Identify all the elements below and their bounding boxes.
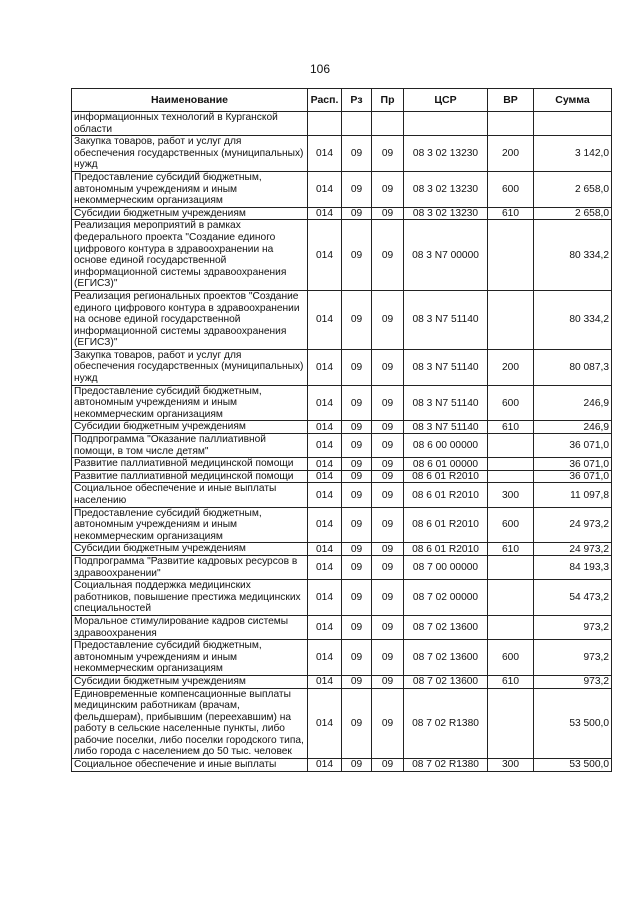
cell-vr: [488, 458, 534, 471]
table-body: [72, 112, 612, 772]
cell-sum: 80 087,3: [534, 349, 612, 385]
cell-name: Развитие паллиативной медицинской помощи: [72, 458, 308, 471]
cell-name: Предоставление субсидий бюджетным, автономным учреждениям и иным некоммерческим организациям: [72, 640, 308, 676]
table-row: [72, 421, 612, 434]
cell-rz: 09: [342, 483, 372, 507]
cell-csr: 08 7 02 R1380: [404, 688, 488, 759]
table-row: [72, 675, 612, 688]
cell-sum: 24 973,2: [534, 543, 612, 556]
table-row: [72, 688, 612, 759]
cell-csr: 08 7 02 R1380: [404, 759, 488, 772]
cell-name: Реализация региональных проектов "Создание единого цифрового контура в здравоохранении на основе единой государственной информационной системы здравоохранения (ЕГИСЗ)": [72, 290, 308, 349]
cell-vr: 200: [488, 349, 534, 385]
cell-csr: 08 6 01 R2010: [404, 483, 488, 507]
cell-vr: 600: [488, 507, 534, 543]
cell-vr: 600: [488, 385, 534, 421]
cell-rz: [342, 112, 372, 136]
cell-sum: 53 500,0: [534, 688, 612, 759]
cell-vr: 300: [488, 483, 534, 507]
cell-csr: 08 3 N7 51140: [404, 290, 488, 349]
cell-rasp: 014: [308, 507, 342, 543]
cell-vr: [488, 434, 534, 458]
cell-sum: 11 097,8: [534, 483, 612, 507]
cell-sum: 80 334,2: [534, 220, 612, 291]
cell-rz: 09: [342, 458, 372, 471]
header-csr: ЦСР: [404, 89, 488, 112]
cell-rasp: 014: [308, 136, 342, 172]
cell-csr: 08 6 01 R2010: [404, 543, 488, 556]
cell-vr: [488, 615, 534, 639]
cell-rasp: 014: [308, 759, 342, 772]
cell-rz: 09: [342, 507, 372, 543]
header-sum: Сумма: [534, 89, 612, 112]
cell-name: Субсидии бюджетным учреждениям: [72, 675, 308, 688]
cell-pr: 09: [372, 136, 404, 172]
cell-csr: 08 3 02 13230: [404, 207, 488, 220]
cell-rz: 09: [342, 543, 372, 556]
cell-pr: 09: [372, 290, 404, 349]
table-row: [72, 507, 612, 543]
cell-pr: 09: [372, 759, 404, 772]
cell-rasp: 014: [308, 555, 342, 579]
table-row: [72, 220, 612, 291]
cell-sum: 3 142,0: [534, 136, 612, 172]
table-row: [72, 759, 612, 772]
cell-sum: 24 973,2: [534, 507, 612, 543]
cell-name: Социальное обеспечение и иные выплаты населению: [72, 483, 308, 507]
cell-csr: 08 3 N7 51140: [404, 421, 488, 434]
cell-vr: 610: [488, 543, 534, 556]
cell-pr: 09: [372, 580, 404, 616]
table-row: [72, 349, 612, 385]
cell-rasp: 014: [308, 615, 342, 639]
table-row: [72, 207, 612, 220]
cell-pr: 09: [372, 675, 404, 688]
cell-pr: 09: [372, 483, 404, 507]
cell-rasp: 014: [308, 580, 342, 616]
cell-pr: 09: [372, 458, 404, 471]
cell-name: Субсидии бюджетным учреждениям: [72, 207, 308, 220]
cell-csr: [404, 112, 488, 136]
table-row: [72, 555, 612, 579]
cell-rasp: 014: [308, 675, 342, 688]
table-row: [72, 136, 612, 172]
cell-vr: 610: [488, 421, 534, 434]
cell-rz: 09: [342, 555, 372, 579]
cell-name: Социальная поддержка медицинских работников, повышение престижа медицинских специальностей: [72, 580, 308, 616]
cell-rasp: 014: [308, 688, 342, 759]
cell-rasp: 014: [308, 543, 342, 556]
header-vr: ВР: [488, 89, 534, 112]
cell-pr: 09: [372, 555, 404, 579]
cell-sum: 973,2: [534, 615, 612, 639]
page-number: 106: [309, 62, 331, 76]
cell-sum: 54 473,2: [534, 580, 612, 616]
cell-csr: 08 3 02 13230: [404, 171, 488, 207]
table-row: [72, 434, 612, 458]
cell-rz: 09: [342, 580, 372, 616]
cell-sum: 2 658,0: [534, 171, 612, 207]
cell-rasp: 014: [308, 207, 342, 220]
cell-name: Предоставление субсидий бюджетным, автономным учреждениям и иным некоммерческим организациям: [72, 507, 308, 543]
cell-csr: 08 7 02 00000: [404, 580, 488, 616]
cell-vr: [488, 580, 534, 616]
cell-sum: 53 500,0: [534, 759, 612, 772]
cell-pr: 09: [372, 207, 404, 220]
cell-rz: 09: [342, 615, 372, 639]
cell-csr: 08 3 N7 00000: [404, 220, 488, 291]
cell-name: Развитие паллиативной медицинской помощи: [72, 470, 308, 483]
cell-pr: 09: [372, 543, 404, 556]
cell-vr: 610: [488, 207, 534, 220]
cell-pr: 09: [372, 434, 404, 458]
cell-pr: 09: [372, 615, 404, 639]
cell-sum: 973,2: [534, 675, 612, 688]
cell-pr: [372, 112, 404, 136]
cell-rz: 09: [342, 470, 372, 483]
cell-rz: 09: [342, 640, 372, 676]
cell-rasp: 014: [308, 349, 342, 385]
table-row: [72, 543, 612, 556]
cell-name: Подпрограмма "Развитие кадровых ресурсов в здравоохранении": [72, 555, 308, 579]
cell-vr: [488, 220, 534, 291]
cell-rasp: 014: [308, 421, 342, 434]
cell-sum: 36 071,0: [534, 470, 612, 483]
cell-pr: 09: [372, 640, 404, 676]
cell-rz: 09: [342, 207, 372, 220]
header-rz: Рз: [342, 89, 372, 112]
cell-csr: 08 6 01 R2010: [404, 470, 488, 483]
table-row: [72, 615, 612, 639]
cell-name: Единовременные компенсационные выплаты медицинским работникам (врачам, фельдшерам), прибывшим (переехавшим) на работу в сельские населенные пункты, либо рабочие поселки, либо поселки городского типа, либо города с населением до 50 тыс. человек: [72, 688, 308, 759]
cell-pr: 09: [372, 385, 404, 421]
cell-sum: 36 071,0: [534, 458, 612, 471]
cell-vr: [488, 555, 534, 579]
cell-vr: 200: [488, 136, 534, 172]
cell-rz: 09: [342, 349, 372, 385]
cell-csr: 08 7 00 00000: [404, 555, 488, 579]
table-row: [72, 385, 612, 421]
table-row: [72, 640, 612, 676]
cell-rasp: 014: [308, 171, 342, 207]
header-name: Наименование: [72, 89, 308, 112]
table-row: [72, 483, 612, 507]
cell-name: Реализация мероприятий в рамках федерального проекта "Создание единого цифрового контура в здравоохранении на основе единой государственной информационной системы здравоохранения (ЕГИСЗ)": [72, 220, 308, 291]
cell-vr: [488, 688, 534, 759]
cell-name: Закупка товаров, работ и услуг для обеспечения государственных (муниципальных) нужд: [72, 349, 308, 385]
cell-rz: 09: [342, 220, 372, 291]
cell-csr: 08 3 N7 51140: [404, 385, 488, 421]
cell-rz: 09: [342, 421, 372, 434]
cell-sum: 246,9: [534, 385, 612, 421]
header-rasp: Расп.: [308, 89, 342, 112]
cell-name: Субсидии бюджетным учреждениям: [72, 543, 308, 556]
cell-vr: [488, 470, 534, 483]
cell-csr: 08 3 N7 51140: [404, 349, 488, 385]
cell-pr: 09: [372, 171, 404, 207]
cell-rz: 09: [342, 136, 372, 172]
cell-rz: 09: [342, 759, 372, 772]
cell-rasp: 014: [308, 640, 342, 676]
cell-rasp: 014: [308, 290, 342, 349]
cell-name: Предоставление субсидий бюджетным, автономным учреждениям и иным некоммерческим организациям: [72, 385, 308, 421]
table-row: [72, 171, 612, 207]
budget-table: [71, 88, 612, 772]
cell-rz: 09: [342, 290, 372, 349]
cell-rz: 09: [342, 434, 372, 458]
cell-rz: 09: [342, 385, 372, 421]
table-header-row: [72, 89, 612, 112]
cell-pr: 09: [372, 220, 404, 291]
cell-csr: 08 3 02 13230: [404, 136, 488, 172]
cell-name: Моральное стимулирование кадров системы здравоохранения: [72, 615, 308, 639]
cell-name: информационных технологий в Курганской области: [72, 112, 308, 136]
table-row: [72, 580, 612, 616]
cell-rasp: 014: [308, 483, 342, 507]
cell-csr: 08 7 02 13600: [404, 615, 488, 639]
cell-name: Социальное обеспечение и иные выплаты: [72, 759, 308, 772]
cell-pr: 09: [372, 470, 404, 483]
table-row: [72, 112, 612, 136]
cell-rasp: [308, 112, 342, 136]
cell-rz: 09: [342, 688, 372, 759]
cell-sum: 973,2: [534, 640, 612, 676]
cell-vr: [488, 290, 534, 349]
cell-csr: 08 6 01 00000: [404, 458, 488, 471]
cell-pr: 09: [372, 349, 404, 385]
cell-sum: 80 334,2: [534, 290, 612, 349]
cell-csr: 08 7 02 13600: [404, 675, 488, 688]
cell-vr: [488, 112, 534, 136]
cell-rasp: 014: [308, 220, 342, 291]
cell-name: Предоставление субсидий бюджетным, автономным учреждениям и иным некоммерческим организациям: [72, 171, 308, 207]
cell-csr: 08 6 00 00000: [404, 434, 488, 458]
cell-csr: 08 6 01 R2010: [404, 507, 488, 543]
header-pr: Пр: [372, 89, 404, 112]
cell-vr: 610: [488, 675, 534, 688]
cell-rasp: 014: [308, 434, 342, 458]
cell-sum: 246,9: [534, 421, 612, 434]
cell-pr: 09: [372, 421, 404, 434]
cell-rasp: 014: [308, 385, 342, 421]
cell-name: Закупка товаров, работ и услуг для обеспечения государственных (муниципальных) нужд: [72, 136, 308, 172]
cell-vr: 600: [488, 640, 534, 676]
cell-rz: 09: [342, 675, 372, 688]
cell-sum: 2 658,0: [534, 207, 612, 220]
cell-sum: 36 071,0: [534, 434, 612, 458]
table-row: [72, 458, 612, 471]
cell-rz: 09: [342, 171, 372, 207]
cell-name: Субсидии бюджетным учреждениям: [72, 421, 308, 434]
cell-sum: 84 193,3: [534, 555, 612, 579]
cell-pr: 09: [372, 688, 404, 759]
table-row: [72, 470, 612, 483]
cell-vr: 300: [488, 759, 534, 772]
table-row: [72, 290, 612, 349]
cell-pr: 09: [372, 507, 404, 543]
cell-vr: 600: [488, 171, 534, 207]
cell-sum: [534, 112, 612, 136]
cell-rasp: 014: [308, 470, 342, 483]
cell-name: Подпрограмма "Оказание паллиативной помощи, в том числе детям": [72, 434, 308, 458]
cell-csr: 08 7 02 13600: [404, 640, 488, 676]
cell-rasp: 014: [308, 458, 342, 471]
